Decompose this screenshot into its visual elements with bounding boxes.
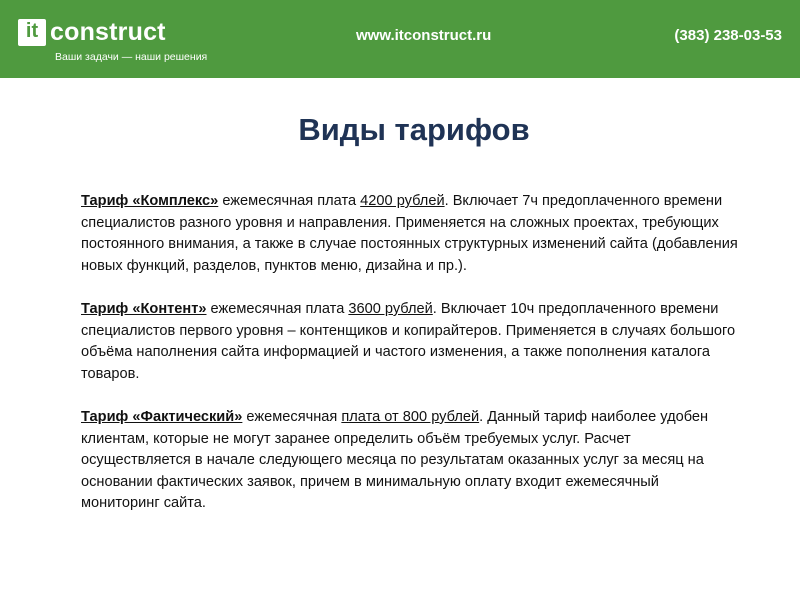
tariff-price: плата от 800 рублей — [341, 408, 480, 425]
tariff-actual — [81, 407, 741, 515]
tariff-list — [81, 191, 741, 537]
tariff-description: . Данный тариф наиболее удобен клиентам, которые не могут заранее определить объём требуемых услуг. Расчет осуществляется в начале следующего месяца по результатам оказанных услуг за месяц на основании фактических заявок, причем в минимальную оплату входит ежемесячный мониторинг сайта. — [81, 408, 709, 512]
tariff-complex — [81, 191, 741, 277]
tariff-price-prefix: ежемесячная плата — [218, 193, 361, 209]
logo-tagline: Ваши задачи — наши решения — [55, 51, 208, 63]
tariff-content — [81, 299, 741, 385]
logo[interactable] — [18, 19, 166, 46]
tariff-price: 4200 рублей — [360, 193, 445, 209]
tariff-name: Тариф «Контент» — [81, 300, 207, 317]
page-title: Виды тарифов — [298, 112, 530, 147]
tariff-price: 3600 рублей — [348, 300, 433, 317]
tariff-description: . Включает 10ч предоплаченного времени специалистов первого уровня – контенщиков и копирайтеров. Применяется в случаях большого объёма наполнения сайта информацией и частого изменения, а также пополнения каталога товаров. — [81, 300, 736, 382]
header-bar — [0, 0, 800, 78]
tariff-name: Тариф «Фактический» — [81, 408, 243, 425]
logo-name: construct — [50, 18, 166, 46]
phone-number: (383) 238-03-53 — [674, 27, 782, 44]
logo-badge: it — [18, 19, 46, 46]
tariff-price-prefix: ежемесячная — [242, 408, 342, 425]
site-link[interactable]: www.itconstruct.ru — [356, 27, 492, 44]
tariff-description: . Включает 7ч предоплаченного времени специалистов разного уровня и направления. Применяется на сложных проектах, требующих постоянного внимания, а также в случае постоянных структурных изменений сайта (добавления новых функций, разделов, пунктов меню, дизайна и пр.). — [81, 193, 738, 274]
tariff-price-prefix: ежемесячная плата — [206, 300, 349, 317]
tariff-name: Тариф «Комплекс» — [81, 193, 219, 209]
